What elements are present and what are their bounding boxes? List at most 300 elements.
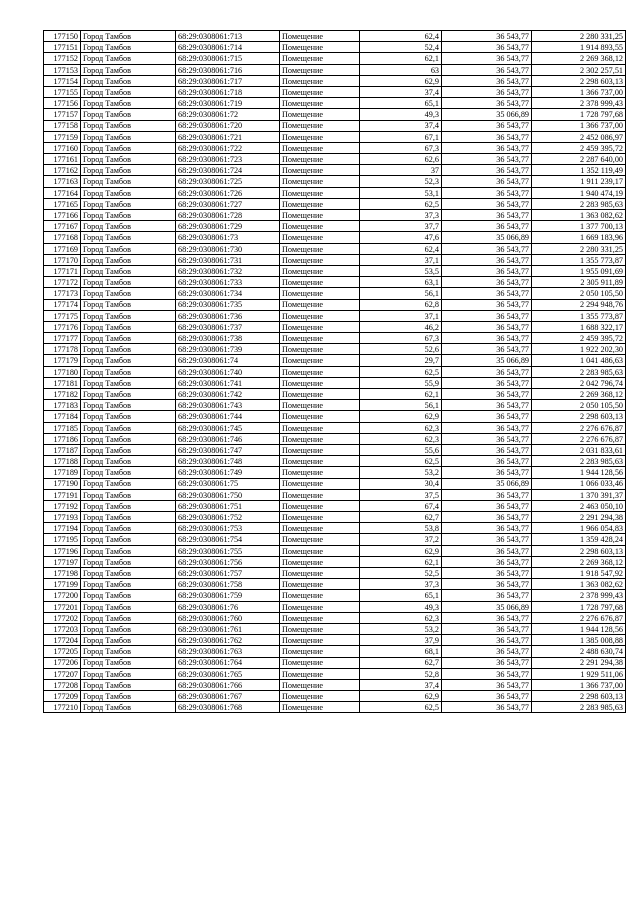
row-number-cell: 177202 <box>44 612 81 623</box>
unit-value-cell: 36 543,77 <box>442 679 532 690</box>
table-row <box>44 355 626 366</box>
table-row <box>44 467 626 478</box>
city-cell: Город Тамбов <box>81 221 176 232</box>
unit-value-cell: 36 543,77 <box>442 668 532 679</box>
object-type-cell: Помещение <box>280 400 360 411</box>
unit-value-cell: 36 543,77 <box>442 187 532 198</box>
area-cell: 53,5 <box>360 265 442 276</box>
cadastral-number-cell: 68:29:0308061:743 <box>176 400 280 411</box>
area-cell: 53,2 <box>360 467 442 478</box>
city-cell: Город Тамбов <box>81 623 176 634</box>
unit-value-cell: 36 543,77 <box>442 53 532 64</box>
object-type-cell: Помещение <box>280 411 360 422</box>
area-cell: 37 <box>360 165 442 176</box>
area-cell: 52,5 <box>360 568 442 579</box>
table-row <box>44 623 626 634</box>
cadastral-value-cell: 1 385 008,88 <box>532 635 626 646</box>
object-type-cell: Помещение <box>280 500 360 511</box>
table-row <box>44 310 626 321</box>
cadastral-number-cell: 68:29:0308061:765 <box>176 668 280 679</box>
unit-value-cell: 36 543,77 <box>442 142 532 153</box>
object-type-cell: Помещение <box>280 534 360 545</box>
city-cell: Город Тамбов <box>81 668 176 679</box>
area-cell: 62,1 <box>360 389 442 400</box>
area-cell: 65,1 <box>360 590 442 601</box>
object-type-cell: Помещение <box>280 691 360 702</box>
cadastral-number-cell: 68:29:0308061:730 <box>176 243 280 254</box>
row-number-cell: 177186 <box>44 433 81 444</box>
object-type-cell: Помещение <box>280 64 360 75</box>
city-cell: Город Тамбов <box>81 590 176 601</box>
unit-value-cell: 35 066,89 <box>442 478 532 489</box>
unit-value-cell: 36 543,77 <box>442 534 532 545</box>
object-type-cell: Помещение <box>280 277 360 288</box>
table-row <box>44 489 626 500</box>
object-type-cell: Помещение <box>280 42 360 53</box>
unit-value-cell: 36 543,77 <box>442 523 532 534</box>
row-number-cell: 177181 <box>44 377 81 388</box>
area-cell: 37,4 <box>360 120 442 131</box>
unit-value-cell: 36 543,77 <box>442 500 532 511</box>
unit-value-cell: 36 543,77 <box>442 333 532 344</box>
table-row <box>44 64 626 75</box>
object-type-cell: Помещение <box>280 254 360 265</box>
object-type-cell: Помещение <box>280 198 360 209</box>
row-number-cell: 177208 <box>44 679 81 690</box>
cadastral-number-cell: 68:29:0308061:751 <box>176 500 280 511</box>
table-row <box>44 590 626 601</box>
cadastral-number-cell: 68:29:0308061:75 <box>176 478 280 489</box>
object-type-cell: Помещение <box>280 75 360 86</box>
cadastral-number-cell: 68:29:0308061:726 <box>176 187 280 198</box>
row-number-cell: 177199 <box>44 579 81 590</box>
unit-value-cell: 36 543,77 <box>442 579 532 590</box>
table-row <box>44 366 626 377</box>
city-cell: Город Тамбов <box>81 478 176 489</box>
object-type-cell: Помещение <box>280 377 360 388</box>
unit-value-cell: 36 543,77 <box>442 467 532 478</box>
unit-value-cell: 36 543,77 <box>442 299 532 310</box>
unit-value-cell: 36 543,77 <box>442 422 532 433</box>
table-row <box>44 534 626 545</box>
row-number-cell: 177158 <box>44 120 81 131</box>
cadastral-value-cell: 1 944 128,56 <box>532 623 626 634</box>
cadastral-number-cell: 68:29:0308061:748 <box>176 456 280 467</box>
object-type-cell: Помещение <box>280 86 360 97</box>
unit-value-cell: 36 543,77 <box>442 98 532 109</box>
area-cell: 52,8 <box>360 668 442 679</box>
cadastral-number-cell: 68:29:0308061:723 <box>176 154 280 165</box>
row-number-cell: 177169 <box>44 243 81 254</box>
table-row <box>44 601 626 612</box>
area-cell: 62,4 <box>360 31 442 42</box>
cadastral-number-cell: 68:29:0308061:762 <box>176 635 280 646</box>
cadastral-value-cell: 1 688 322,17 <box>532 321 626 332</box>
unit-value-cell: 36 543,77 <box>442 444 532 455</box>
object-type-cell: Помещение <box>280 120 360 131</box>
city-cell: Город Тамбов <box>81 187 176 198</box>
cadastral-number-cell: 68:29:0308061:747 <box>176 444 280 455</box>
cadastral-value-cell: 1 944 128,56 <box>532 467 626 478</box>
object-type-cell: Помещение <box>280 355 360 366</box>
row-number-cell: 177190 <box>44 478 81 489</box>
table-row <box>44 702 626 713</box>
cadastral-value-cell: 2 269 368,12 <box>532 53 626 64</box>
city-cell: Город Тамбов <box>81 131 176 142</box>
row-number-cell: 177209 <box>44 691 81 702</box>
table-row <box>44 668 626 679</box>
table-row <box>44 198 626 209</box>
row-number-cell: 177161 <box>44 154 81 165</box>
area-cell: 53,1 <box>360 187 442 198</box>
cadastral-number-cell: 68:29:0308061:73 <box>176 232 280 243</box>
row-number-cell: 177200 <box>44 590 81 601</box>
row-number-cell: 177167 <box>44 221 81 232</box>
cadastral-number-cell: 68:29:0308061:724 <box>176 165 280 176</box>
row-number-cell: 177203 <box>44 623 81 634</box>
cadastral-number-cell: 68:29:0308061:758 <box>176 579 280 590</box>
city-cell: Город Тамбов <box>81 310 176 321</box>
unit-value-cell: 36 543,77 <box>442 75 532 86</box>
area-cell: 62,9 <box>360 411 442 422</box>
unit-value-cell: 36 543,77 <box>442 366 532 377</box>
cadastral-number-cell: 68:29:0308061:738 <box>176 333 280 344</box>
table-row <box>44 523 626 534</box>
cadastral-value-cell: 2 276 676,87 <box>532 433 626 444</box>
table-row <box>44 109 626 120</box>
cadastral-number-cell: 68:29:0308061:727 <box>176 198 280 209</box>
city-cell: Город Тамбов <box>81 31 176 42</box>
table-row <box>44 288 626 299</box>
row-number-cell: 177204 <box>44 635 81 646</box>
table-row <box>44 299 626 310</box>
city-cell: Город Тамбов <box>81 333 176 344</box>
row-number-cell: 177205 <box>44 646 81 657</box>
unit-value-cell: 36 543,77 <box>442 612 532 623</box>
object-type-cell: Помещение <box>280 232 360 243</box>
unit-value-cell: 36 543,77 <box>442 310 532 321</box>
city-cell: Город Тамбов <box>81 53 176 64</box>
cadastral-value-cell: 1 955 091,69 <box>532 265 626 276</box>
cadastral-number-cell: 68:29:0308061:720 <box>176 120 280 131</box>
object-type-cell: Помещение <box>280 668 360 679</box>
area-cell: 62,1 <box>360 53 442 64</box>
table-row <box>44 232 626 243</box>
table-row <box>44 221 626 232</box>
row-number-cell: 177155 <box>44 86 81 97</box>
cadastral-value-cell: 2 298 603,13 <box>532 411 626 422</box>
object-type-cell: Помещение <box>280 478 360 489</box>
unit-value-cell: 36 543,77 <box>442 321 532 332</box>
table-row <box>44 165 626 176</box>
area-cell: 62,9 <box>360 545 442 556</box>
row-number-cell: 177150 <box>44 31 81 42</box>
table-row <box>44 377 626 388</box>
row-number-cell: 177152 <box>44 53 81 64</box>
object-type-cell: Помещение <box>280 679 360 690</box>
row-number-cell: 177194 <box>44 523 81 534</box>
table-row <box>44 646 626 657</box>
area-cell: 53,2 <box>360 623 442 634</box>
table-row <box>44 254 626 265</box>
city-cell: Город Тамбов <box>81 389 176 400</box>
city-cell: Город Тамбов <box>81 377 176 388</box>
city-cell: Город Тамбов <box>81 64 176 75</box>
cadastral-value-cell: 1 728 797,68 <box>532 601 626 612</box>
area-cell: 62,3 <box>360 612 442 623</box>
city-cell: Город Тамбов <box>81 75 176 86</box>
cadastral-value-cell: 2 294 948,76 <box>532 299 626 310</box>
table-row <box>44 187 626 198</box>
table-row <box>44 422 626 433</box>
cadastral-value-cell: 1 929 511,06 <box>532 668 626 679</box>
unit-value-cell: 36 543,77 <box>442 31 532 42</box>
unit-value-cell: 36 543,77 <box>442 243 532 254</box>
city-cell: Город Тамбов <box>81 210 176 221</box>
cadastral-value-cell: 2 298 603,13 <box>532 75 626 86</box>
table-body <box>44 31 626 713</box>
cadastral-value-cell: 1 940 474,19 <box>532 187 626 198</box>
unit-value-cell: 35 066,89 <box>442 109 532 120</box>
object-type-cell: Помещение <box>280 646 360 657</box>
cadastral-value-cell: 2 042 796,74 <box>532 377 626 388</box>
area-cell: 67,3 <box>360 333 442 344</box>
table-row <box>44 75 626 86</box>
table-row <box>44 411 626 422</box>
cadastral-value-cell: 1 728 797,68 <box>532 109 626 120</box>
object-type-cell: Помещение <box>280 389 360 400</box>
table-row <box>44 500 626 511</box>
cadastral-value-cell: 1 366 737,00 <box>532 679 626 690</box>
row-number-cell: 177160 <box>44 142 81 153</box>
table-row <box>44 456 626 467</box>
row-number-cell: 177173 <box>44 288 81 299</box>
object-type-cell: Помещение <box>280 109 360 120</box>
area-cell: 30,4 <box>360 478 442 489</box>
unit-value-cell: 36 543,77 <box>442 210 532 221</box>
object-type-cell: Помещение <box>280 545 360 556</box>
cadastral-value-cell: 1 911 239,17 <box>532 176 626 187</box>
cadastral-value-cell: 1 922 202,30 <box>532 344 626 355</box>
city-cell: Город Тамбов <box>81 556 176 567</box>
table-row <box>44 691 626 702</box>
cadastral-number-cell: 68:29:0308061:722 <box>176 142 280 153</box>
cadastral-value-cell: 1 363 082,62 <box>532 579 626 590</box>
area-cell: 52,6 <box>360 344 442 355</box>
cadastral-value-cell: 2 280 331,25 <box>532 31 626 42</box>
row-number-cell: 177171 <box>44 265 81 276</box>
cadastral-number-cell: 68:29:0308061:721 <box>176 131 280 142</box>
object-type-cell: Помещение <box>280 467 360 478</box>
cadastral-value-cell: 2 031 833,61 <box>532 444 626 455</box>
city-cell: Город Тамбов <box>81 86 176 97</box>
cadastral-value-cell: 2 459 395,72 <box>532 142 626 153</box>
object-type-cell: Помещение <box>280 333 360 344</box>
object-type-cell: Помещение <box>280 31 360 42</box>
table-row <box>44 344 626 355</box>
row-number-cell: 177159 <box>44 131 81 142</box>
object-type-cell: Помещение <box>280 243 360 254</box>
cadastral-value-cell: 2 050 105,50 <box>532 400 626 411</box>
object-type-cell: Помещение <box>280 512 360 523</box>
cadastral-number-cell: 68:29:0308061:759 <box>176 590 280 601</box>
row-number-cell: 177183 <box>44 400 81 411</box>
cadastral-number-cell: 68:29:0308061:725 <box>176 176 280 187</box>
cadastral-value-cell: 2 305 911,89 <box>532 277 626 288</box>
area-cell: 62,3 <box>360 422 442 433</box>
table-row <box>44 679 626 690</box>
area-cell: 49,3 <box>360 601 442 612</box>
row-number-cell: 177184 <box>44 411 81 422</box>
cadastral-number-cell: 68:29:0308061:719 <box>176 98 280 109</box>
row-number-cell: 177201 <box>44 601 81 612</box>
cadastral-value-cell: 2 452 086,97 <box>532 131 626 142</box>
unit-value-cell: 36 543,77 <box>442 265 532 276</box>
area-cell: 62,5 <box>360 366 442 377</box>
city-cell: Город Тамбов <box>81 321 176 332</box>
area-cell: 55,6 <box>360 444 442 455</box>
row-number-cell: 177193 <box>44 512 81 523</box>
unit-value-cell: 36 543,77 <box>442 221 532 232</box>
object-type-cell: Помещение <box>280 601 360 612</box>
object-type-cell: Помещение <box>280 265 360 276</box>
cadastral-value-cell: 2 488 630,74 <box>532 646 626 657</box>
area-cell: 53,8 <box>360 523 442 534</box>
city-cell: Город Тамбов <box>81 444 176 455</box>
cadastral-number-cell: 68:29:0308061:767 <box>176 691 280 702</box>
cadastral-number-cell: 68:29:0308061:74 <box>176 355 280 366</box>
city-cell: Город Тамбов <box>81 489 176 500</box>
cadastral-number-cell: 68:29:0308061:732 <box>176 265 280 276</box>
city-cell: Город Тамбов <box>81 601 176 612</box>
object-type-cell: Помещение <box>280 635 360 646</box>
unit-value-cell: 35 066,89 <box>442 232 532 243</box>
cadastral-number-cell: 68:29:0308061:763 <box>176 646 280 657</box>
unit-value-cell: 36 543,77 <box>442 512 532 523</box>
cadastral-number-cell: 68:29:0308061:752 <box>176 512 280 523</box>
unit-value-cell: 36 543,77 <box>442 411 532 422</box>
row-number-cell: 177206 <box>44 657 81 668</box>
unit-value-cell: 36 543,77 <box>442 568 532 579</box>
cadastral-value-cell: 2 298 603,13 <box>532 545 626 556</box>
cadastral-number-cell: 68:29:0308061:717 <box>176 75 280 86</box>
area-cell: 37,2 <box>360 534 442 545</box>
cadastral-value-cell: 1 352 119,49 <box>532 165 626 176</box>
row-number-cell: 177157 <box>44 109 81 120</box>
cadastral-number-cell: 68:29:0308061:718 <box>176 86 280 97</box>
cadastral-number-cell: 68:29:0308061:737 <box>176 321 280 332</box>
row-number-cell: 177185 <box>44 422 81 433</box>
cadastral-number-cell: 68:29:0308061:766 <box>176 679 280 690</box>
unit-value-cell: 35 066,89 <box>442 601 532 612</box>
unit-value-cell: 36 543,77 <box>442 389 532 400</box>
cadastral-value-cell: 1 359 428,24 <box>532 534 626 545</box>
object-type-cell: Помещение <box>280 623 360 634</box>
row-number-cell: 177170 <box>44 254 81 265</box>
unit-value-cell: 35 066,89 <box>442 355 532 366</box>
cadastral-number-cell: 68:29:0308061:749 <box>176 467 280 478</box>
row-number-cell: 177207 <box>44 668 81 679</box>
table-row <box>44 42 626 53</box>
cadastral-value-cell: 2 291 294,38 <box>532 512 626 523</box>
table-row <box>44 176 626 187</box>
row-number-cell: 177154 <box>44 75 81 86</box>
area-cell: 62,5 <box>360 456 442 467</box>
object-type-cell: Помещение <box>280 422 360 433</box>
city-cell: Город Тамбов <box>81 42 176 53</box>
unit-value-cell: 36 543,77 <box>442 165 532 176</box>
area-cell: 63 <box>360 64 442 75</box>
cadastral-value-cell: 2 283 985,63 <box>532 702 626 713</box>
cadastral-value-cell: 2 298 603,13 <box>532 691 626 702</box>
area-cell: 37,1 <box>360 310 442 321</box>
city-cell: Город Тамбов <box>81 154 176 165</box>
unit-value-cell: 36 543,77 <box>442 590 532 601</box>
city-cell: Город Тамбов <box>81 411 176 422</box>
object-type-cell: Помещение <box>280 165 360 176</box>
cadastral-number-cell: 68:29:0308061:733 <box>176 277 280 288</box>
object-type-cell: Помещение <box>280 142 360 153</box>
cadastral-number-cell: 68:29:0308061:715 <box>176 53 280 64</box>
cadastral-number-cell: 68:29:0308061:755 <box>176 545 280 556</box>
city-cell: Город Тамбов <box>81 422 176 433</box>
cadastral-number-cell: 68:29:0308061:746 <box>176 433 280 444</box>
city-cell: Город Тамбов <box>81 679 176 690</box>
cadastral-number-cell: 68:29:0308061:713 <box>176 31 280 42</box>
city-cell: Город Тамбов <box>81 165 176 176</box>
cadastral-value-cell: 2 302 257,51 <box>532 64 626 75</box>
cadastral-value-cell: 2 287 640,00 <box>532 154 626 165</box>
cadastral-number-cell: 68:29:0308061:736 <box>176 310 280 321</box>
city-cell: Город Тамбов <box>81 456 176 467</box>
unit-value-cell: 36 543,77 <box>442 254 532 265</box>
city-cell: Город Тамбов <box>81 344 176 355</box>
row-number-cell: 177189 <box>44 467 81 478</box>
unit-value-cell: 36 543,77 <box>442 120 532 131</box>
cadastral-number-cell: 68:29:0308061:740 <box>176 366 280 377</box>
unit-value-cell: 36 543,77 <box>442 131 532 142</box>
row-number-cell: 177197 <box>44 556 81 567</box>
unit-value-cell: 36 543,77 <box>442 456 532 467</box>
cadastral-number-cell: 68:29:0308061:72 <box>176 109 280 120</box>
unit-value-cell: 36 543,77 <box>442 657 532 668</box>
cadastral-value-cell: 1 366 737,00 <box>532 86 626 97</box>
object-type-cell: Помещение <box>280 433 360 444</box>
row-number-cell: 177198 <box>44 568 81 579</box>
city-cell: Город Тамбов <box>81 232 176 243</box>
city-cell: Город Тамбов <box>81 355 176 366</box>
city-cell: Город Тамбов <box>81 545 176 556</box>
unit-value-cell: 36 543,77 <box>442 86 532 97</box>
city-cell: Город Тамбов <box>81 612 176 623</box>
cadastral-value-cell: 2 269 368,12 <box>532 389 626 400</box>
object-type-cell: Помещение <box>280 612 360 623</box>
area-cell: 52,4 <box>360 42 442 53</box>
table-row <box>44 657 626 668</box>
table-row <box>44 579 626 590</box>
object-type-cell: Помещение <box>280 299 360 310</box>
area-cell: 56,1 <box>360 288 442 299</box>
table-row <box>44 98 626 109</box>
area-cell: 29,7 <box>360 355 442 366</box>
cadastral-value-cell: 1 966 054,83 <box>532 523 626 534</box>
table-row <box>44 265 626 276</box>
object-type-cell: Помещение <box>280 344 360 355</box>
cadastral-value-cell: 2 050 105,50 <box>532 288 626 299</box>
object-type-cell: Помещение <box>280 366 360 377</box>
cadastral-value-cell: 2 280 331,25 <box>532 243 626 254</box>
city-cell: Город Тамбов <box>81 579 176 590</box>
